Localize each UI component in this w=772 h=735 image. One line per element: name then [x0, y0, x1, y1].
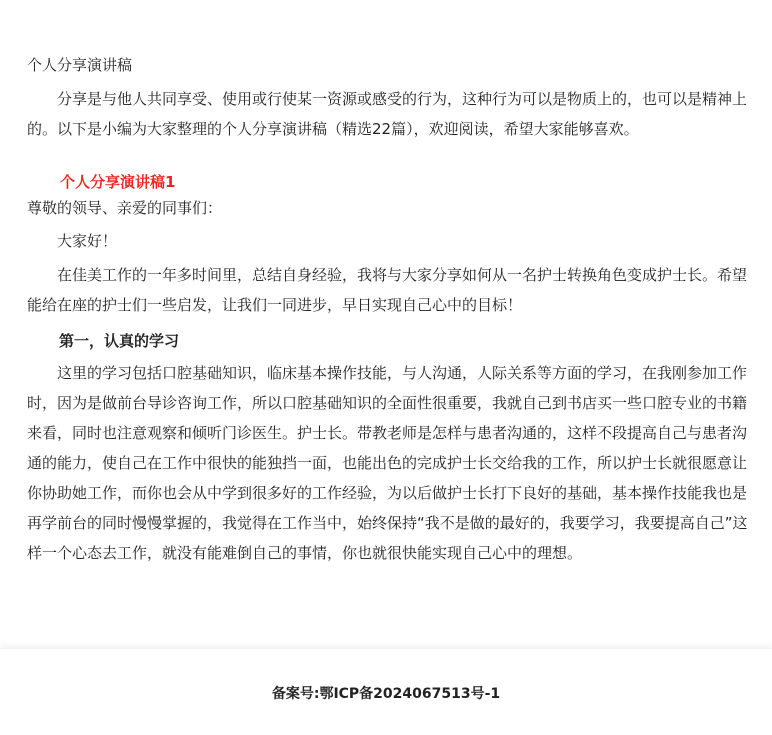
section-title: 个人分享演讲稿1: [60, 173, 176, 191]
intro-paragraph: 分享是与他人共同享受、使用或行使某一资源或感受的行为，这种行为可以是物质上的，也可以是精神上的。以下是小编为大家整理的个人分享演讲稿（精选22篇），欢迎阅读，希望大家能够喜欢。: [27, 90, 748, 138]
greeting: 大家好！: [57, 232, 118, 250]
section-heading: 第一，认真的学习: [59, 332, 180, 350]
icp-record-link[interactable]: 备案号:鄂ICP备2024067513号-1: [271, 686, 501, 702]
salutation: 尊敬的领导、亲爱的同事们：: [27, 199, 223, 217]
paragraph-2: 这里的学习包括口腔基础知识，临床基本操作技能，与人沟通，人际关系等方面的学习，在我刚参加工作时，因为是做前台导诊咨询工作，所以口腔基础知识的全面性很重要，我就自己到书店买一些口腔专业的书籍来看，同时也注意观察和倾听门诊医生。护士长。带教老师是怎样与患者沟通的，这样不段提高自己与患者沟通的能力，使自己在工作中很快的能独挡一面，也能出色的完成护士长交给我的工作，所以护士长就很愿意让你协助她工作，而你也会从中学到很多好的工作经验，为以后做护士长打下良好的基础，基本操作技能我也是再学前台的同时慢慢掌握的，我觉得在工作当中，始终保持“我不是做的最好的，我要学习，我要提高自己”这样一个心态去工作，就没有能难倒自己的事情，你也就很快能实现自己心中的理想。: [27, 364, 748, 562]
document-title: 个人分享演讲稿: [27, 56, 133, 74]
paragraph-1: 在佳美工作的一年多时间里，总结自身经验，我将与大家分享如何从一名护士转换角色变成护士长。希望能给在座的护士们一些启发，让我们一同进步，早日实现自己心中的目标！: [27, 266, 748, 314]
footer: [0, 648, 772, 735]
article: [27, 52, 749, 568]
